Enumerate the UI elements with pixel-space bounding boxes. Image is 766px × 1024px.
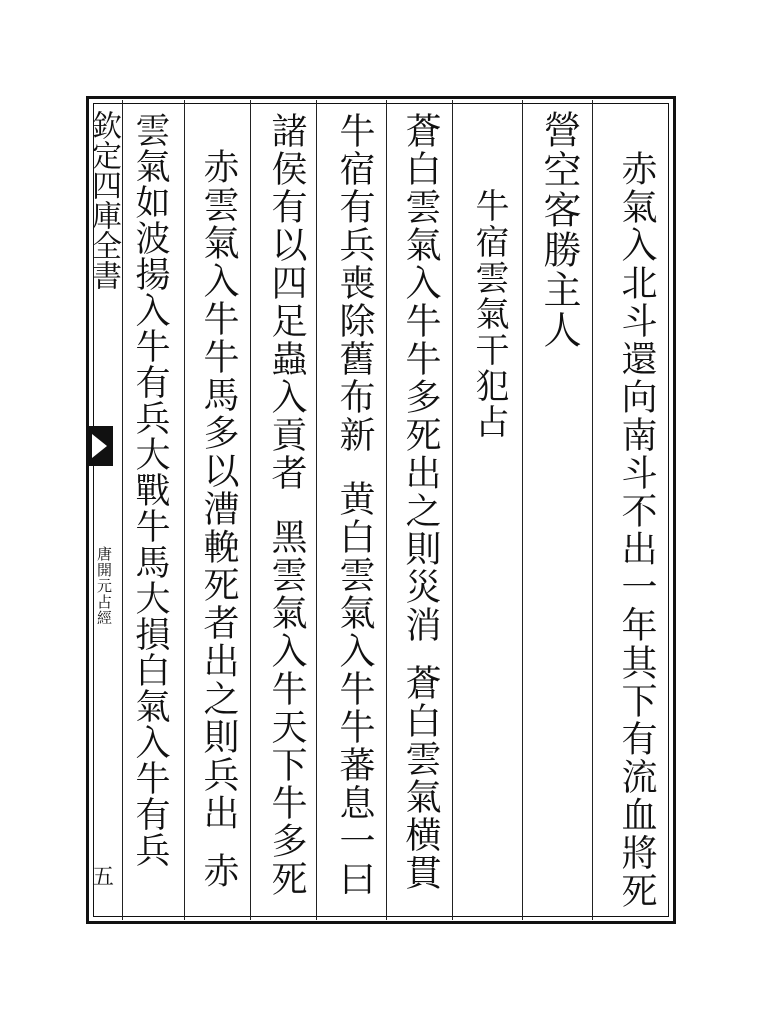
margin-strip xyxy=(86,100,123,920)
text-column-6 xyxy=(266,112,307,898)
column-4-part-1: 蒼白雲氣入牛牛多死出之則災消 xyxy=(400,112,441,644)
column-5-part-1: 牛宿有兵喪除舊布新 xyxy=(334,112,375,454)
fish-tail-mark-icon xyxy=(86,426,113,466)
page-number: 五 xyxy=(92,865,115,890)
text-column-1: 赤氣入北斗還向南斗不出一年其下有流血將死 xyxy=(616,150,657,910)
text-column-5 xyxy=(334,112,375,898)
text-column-3: 牛宿雲氣干犯占 xyxy=(469,188,509,440)
column-7-part-1: 赤雲氣入牛牛馬多以漕輓死者出之則兵出 xyxy=(198,148,239,832)
text-column-7 xyxy=(198,148,239,890)
column-6-part-1: 諸侯有以四足蟲入貢者 xyxy=(266,112,307,492)
book-title: 欽定四庫全書 xyxy=(86,110,121,290)
text-column-2: 營空客勝主人 xyxy=(537,110,581,350)
text-column-4 xyxy=(400,112,441,892)
column-5-part-2: 黄白雲氣入牛牛蕃息一曰 xyxy=(334,480,375,898)
text-column-8: 雲氣如波揚入牛有兵大戰牛馬大損白氣入牛有兵 xyxy=(130,112,170,868)
column-7-part-2: 赤 xyxy=(198,852,239,890)
column-4-part-2: 蒼白雲氣横貫 xyxy=(400,664,441,892)
source-title: 唐開元占經 xyxy=(95,546,113,626)
column-6-part-2: 黑雲氣入牛天下牛多死 xyxy=(266,518,307,898)
